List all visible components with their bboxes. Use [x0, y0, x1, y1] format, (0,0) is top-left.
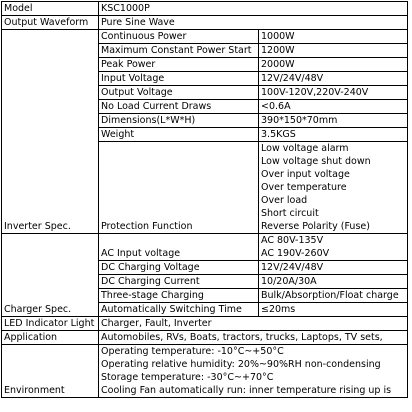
protection-item: Over temperature [261, 182, 347, 193]
environment-item: Cooling Fan automatically run: inner temperature rising up is [101, 385, 392, 396]
environment-values [99, 345, 408, 398]
table-row [2, 16, 408, 30]
protection-item: Low voltage alarm [261, 143, 349, 154]
table-row [2, 345, 408, 398]
spec-value: 1200W [259, 44, 408, 58]
spec-label: Peak Power [99, 58, 259, 72]
table-row [2, 234, 408, 261]
spec-label: Maximum Constant Power Start [99, 44, 259, 58]
spec-value: 390*150*70mm [259, 114, 408, 128]
protection-item: Over load [261, 195, 308, 206]
table-row [2, 30, 408, 44]
spec-value: 1000W [259, 30, 408, 44]
spec-value: 2000W [259, 58, 408, 72]
spec-value: 10/20A/30A [259, 275, 408, 289]
spec-value: 3.5KGS [259, 128, 408, 142]
spec-label: Continuous Power [99, 30, 259, 44]
led-label: LED Indicator Light [2, 317, 99, 331]
led-value: Charger, Fault, Inverter [99, 317, 408, 331]
spec-value: Bulk/Absorption/Float charge [259, 289, 408, 303]
ac-input-values [259, 234, 408, 261]
spec-label: Weight [99, 128, 259, 142]
spec-value: 12V/24V/48V [259, 261, 408, 275]
ac-input-label: AC Input voltage [99, 234, 259, 261]
spec-label: Dimensions(L*W*H) [99, 114, 259, 128]
table-row [2, 331, 408, 345]
spec-label: DC Charging Current [99, 275, 259, 289]
spec-label: No Load Current Draws [99, 100, 259, 114]
table-row [2, 2, 408, 16]
ac-input-item: AC 80V-135V [261, 235, 324, 246]
application-label: Application [2, 331, 99, 345]
spec-label: DC Charging Voltage [99, 261, 259, 275]
spec-label: Three-stage Charging [99, 289, 259, 303]
charger-section-label: Charger Spec. [2, 234, 99, 317]
spec-value: <0.6A [259, 100, 408, 114]
model-label: Model [2, 2, 99, 16]
spec-label: Input Voltage [99, 72, 259, 86]
spec-table [1, 1, 408, 398]
table-row [2, 317, 408, 331]
protection-item: Short circuit [261, 208, 319, 219]
protection-item: Low voltage shut down [261, 156, 371, 167]
spec-value: ≤20ms [259, 303, 408, 317]
spec-value: 100V-120V,220V-240V [259, 86, 408, 100]
ac-input-item: AC 190V-260V [261, 248, 330, 259]
environment-item: Storage temperature: -30°C~+70°C [101, 372, 274, 383]
protection-label: Protection Function [99, 142, 259, 234]
environment-item: Operating temperature: -10°C~+50°C [101, 346, 284, 357]
waveform-label: Output Waveform [2, 16, 99, 30]
spec-label: Automatically Switching Time [99, 303, 259, 317]
protection-item: Over input voltage [261, 169, 350, 180]
model-value: KSC1000P [99, 2, 408, 16]
spec-label: Output Voltage [99, 86, 259, 100]
protection-values [259, 142, 408, 234]
waveform-value: Pure Sine Wave [99, 16, 408, 30]
inverter-section-label: Inverter Spec. [2, 30, 99, 234]
protection-item: Reverse Polarity (Fuse) [261, 221, 370, 232]
spec-value: 12V/24V/48V [259, 72, 408, 86]
environment-label: Environment [2, 345, 99, 398]
environment-item: Operating relative humidity: 20%~90%RH non-condensing [101, 359, 381, 370]
application-value: Automobiles, RVs, Boats, tractors, trucks, Laptops, TV sets, [99, 331, 408, 345]
